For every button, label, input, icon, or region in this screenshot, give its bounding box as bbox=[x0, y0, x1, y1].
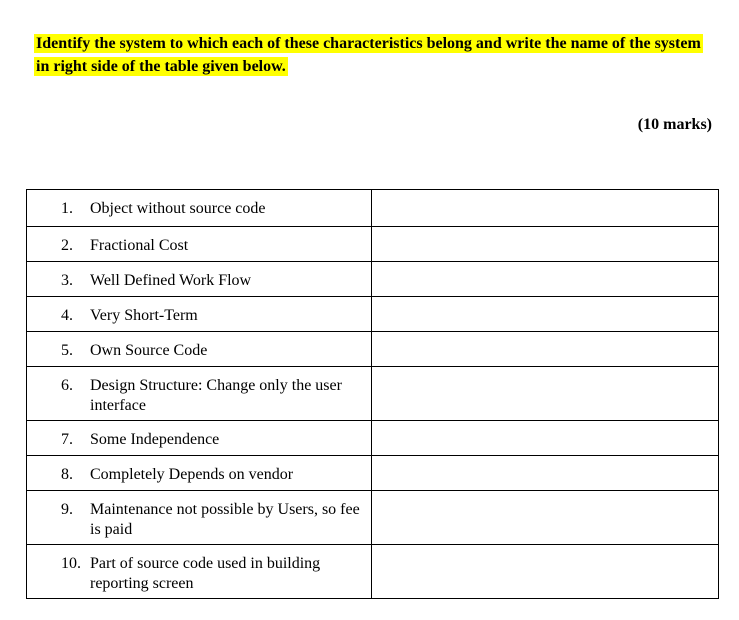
characteristic-cell bbox=[27, 491, 372, 545]
item-number: 1. bbox=[61, 200, 73, 217]
characteristic-cell bbox=[27, 456, 372, 491]
item-number: 6. bbox=[61, 377, 73, 394]
characteristic-text: Maintenance not possible by Users, so fee is paid bbox=[90, 501, 360, 538]
characteristic-text: Some Independence bbox=[90, 431, 220, 448]
answer-cell[interactable] bbox=[372, 262, 719, 297]
answer-cell[interactable] bbox=[372, 491, 719, 545]
characteristic-cell bbox=[27, 421, 372, 456]
characteristic-text: Completely Depends on vendor bbox=[90, 466, 294, 483]
characteristic-text: Very Short-Term bbox=[90, 307, 198, 324]
table-row bbox=[27, 491, 719, 545]
table-row bbox=[27, 367, 719, 421]
answer-cell[interactable] bbox=[372, 421, 719, 456]
answer-cell[interactable] bbox=[372, 190, 719, 227]
table-row bbox=[27, 421, 719, 456]
item-number: 8. bbox=[61, 466, 73, 483]
characteristic-cell bbox=[27, 545, 372, 599]
table-row bbox=[27, 227, 719, 262]
instruction-highlight: Identify the system to which each of these characteristics belong and write the name of the system in right side of the table given below. bbox=[36, 35, 701, 75]
answer-cell[interactable] bbox=[372, 332, 719, 367]
characteristic-text: Own Source Code bbox=[90, 342, 208, 359]
table-row bbox=[27, 190, 719, 227]
table-row bbox=[27, 332, 719, 367]
answer-cell[interactable] bbox=[372, 456, 719, 491]
characteristic-cell bbox=[27, 297, 372, 332]
characteristic-cell bbox=[27, 190, 372, 227]
characteristic-cell bbox=[27, 367, 372, 421]
table-row bbox=[27, 545, 719, 599]
characteristics-table bbox=[26, 189, 719, 599]
characteristic-text: Design Structure: Change only the user interface bbox=[90, 377, 342, 414]
item-number: 4. bbox=[61, 307, 73, 324]
item-number: 10. bbox=[61, 555, 81, 572]
characteristic-cell bbox=[27, 262, 372, 297]
table-row bbox=[27, 297, 719, 332]
item-number: 9. bbox=[61, 501, 73, 518]
characteristic-text: Part of source code used in building reporting screen bbox=[90, 555, 321, 592]
answer-cell[interactable] bbox=[372, 227, 719, 262]
item-number: 5. bbox=[61, 342, 73, 359]
answer-cell[interactable] bbox=[372, 367, 719, 421]
item-number: 2. bbox=[61, 237, 73, 254]
characteristic-text: Object without source code bbox=[90, 200, 266, 217]
item-number: 7. bbox=[61, 431, 73, 448]
characteristic-cell bbox=[27, 332, 372, 367]
item-number: 3. bbox=[61, 272, 73, 289]
answer-cell[interactable] bbox=[372, 297, 719, 332]
answer-cell[interactable] bbox=[372, 545, 719, 599]
marks-label: (10 marks) bbox=[637, 116, 712, 133]
instruction-text bbox=[34, 32, 714, 78]
characteristic-cell bbox=[27, 227, 372, 262]
characteristic-text: Fractional Cost bbox=[90, 237, 189, 254]
table-row bbox=[27, 262, 719, 297]
table-row bbox=[27, 456, 719, 491]
characteristic-text: Well Defined Work Flow bbox=[90, 272, 252, 289]
